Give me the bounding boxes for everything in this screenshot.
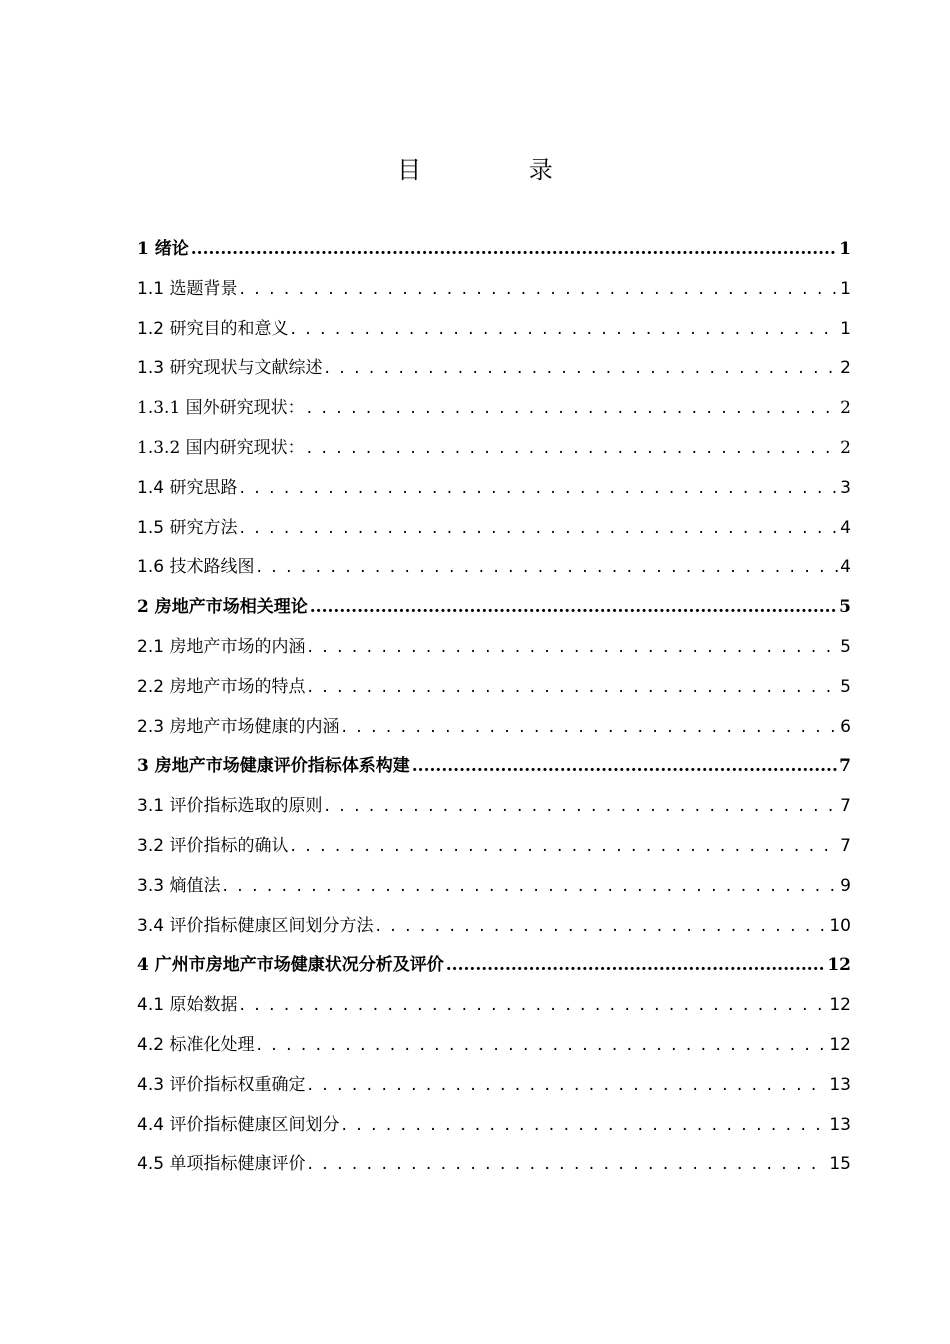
toc-entry[interactable] xyxy=(137,1106,851,1146)
toc-entry[interactable] xyxy=(137,708,851,748)
dot-leader xyxy=(307,429,839,469)
toc-entry-label: 1.2 研究目的和意义 xyxy=(137,318,289,339)
toc-entry[interactable] xyxy=(137,827,851,867)
dot-leader xyxy=(341,708,838,748)
toc-entry-page-number: 13 xyxy=(829,1074,851,1095)
toc-entry[interactable] xyxy=(137,1066,851,1106)
toc-entry-label: 4.4 评价指标健康区间划分 xyxy=(137,1114,340,1135)
dot-leader xyxy=(310,588,837,628)
toc-entry-label: 3.1 评价指标选取的原则 xyxy=(137,796,323,817)
toc-entry[interactable] xyxy=(137,1026,851,1066)
dot-leader xyxy=(307,389,839,429)
toc-entry-label: 1.3.1 国外研究现状： xyxy=(137,398,305,419)
toc-entry-label: 4 广州市房地产市场健康状况分析及评价 xyxy=(137,955,444,976)
dot-leader xyxy=(324,787,838,827)
dot-leader xyxy=(412,747,837,787)
toc-entry-page-number: 4 xyxy=(840,517,851,538)
toc-entry-label: 4.3 评价指标权重确定 xyxy=(137,1074,306,1095)
dot-leader xyxy=(191,230,837,270)
dot-leader xyxy=(307,628,838,668)
dot-leader xyxy=(341,1106,827,1146)
toc-entry-page-number: 2 xyxy=(840,437,851,458)
toc-entry-page-number: 15 xyxy=(829,1154,851,1175)
toc-entry-label: 1 绪论 xyxy=(137,239,189,259)
toc-entry-label: 2.2 房地产市场的特点 xyxy=(137,676,306,697)
toc-entry-page-number: 3 xyxy=(840,477,851,498)
toc-title: 目 录 xyxy=(397,156,603,184)
toc-entry-label: 1.4 研究思路 xyxy=(137,477,238,498)
toc-entry-label: 1.5 研究方法 xyxy=(137,517,238,538)
toc-entry-page-number: 2 xyxy=(840,358,851,379)
toc-entry-label: 1.6 技术路线图 xyxy=(137,557,255,578)
dot-leader xyxy=(324,349,838,389)
dot-leader xyxy=(256,548,838,588)
toc-entry[interactable] xyxy=(137,429,851,469)
toc-entry-label: 3.3 熵值法 xyxy=(137,875,221,896)
toc-entry[interactable] xyxy=(137,588,851,628)
toc-entry[interactable] xyxy=(137,230,851,270)
dot-leader xyxy=(256,1026,827,1066)
toc-entry[interactable] xyxy=(137,787,851,827)
toc-entry-page-number: 1 xyxy=(840,318,851,339)
toc-entry-label: 4.2 标准化处理 xyxy=(137,1034,255,1055)
dot-leader xyxy=(307,1066,827,1106)
toc-entry[interactable] xyxy=(137,509,851,549)
toc-entry-label: 3.4 评价指标健康区间划分方法 xyxy=(137,915,374,936)
toc-entry-page-number: 7 xyxy=(839,756,851,777)
toc-entry-page-number: 1 xyxy=(839,239,851,259)
toc-entry[interactable] xyxy=(137,747,851,787)
toc-entry-page-number: 7 xyxy=(840,835,851,856)
toc-entry-page-number: 12 xyxy=(829,1034,851,1055)
toc-entry-label: 2 房地产市场相关理论 xyxy=(137,597,308,618)
dot-leader xyxy=(222,867,838,907)
table-of-contents xyxy=(137,230,851,1185)
toc-entry[interactable] xyxy=(137,867,851,907)
toc-entry-page-number: 9 xyxy=(840,875,851,896)
toc-entry-page-number: 13 xyxy=(829,1114,851,1135)
dot-leader xyxy=(307,668,838,708)
toc-entry[interactable] xyxy=(137,469,851,509)
toc-entry-label: 2.1 房地产市场的内涵 xyxy=(137,636,306,657)
toc-entry[interactable] xyxy=(137,907,851,947)
toc-entry-page-number: 1 xyxy=(840,278,851,299)
toc-entry[interactable] xyxy=(137,310,851,350)
dot-leader xyxy=(239,469,838,509)
toc-entry-page-number: 7 xyxy=(840,796,851,817)
toc-entry[interactable] xyxy=(137,986,851,1026)
toc-entry[interactable] xyxy=(137,668,851,708)
dot-leader xyxy=(375,907,827,947)
toc-entry[interactable] xyxy=(137,1145,851,1185)
toc-entry-page-number: 12 xyxy=(827,955,851,976)
toc-entry-page-number: 4 xyxy=(840,557,851,578)
dot-leader xyxy=(239,509,838,549)
toc-entry[interactable] xyxy=(137,349,851,389)
toc-entry[interactable] xyxy=(137,628,851,668)
dot-leader xyxy=(446,946,826,986)
toc-entry-page-number: 10 xyxy=(829,915,851,936)
toc-entry[interactable] xyxy=(137,389,851,429)
toc-entry-label: 4.1 原始数据 xyxy=(137,995,238,1016)
toc-entry[interactable] xyxy=(137,270,851,310)
toc-entry-page-number: 6 xyxy=(840,716,851,737)
toc-entry-page-number: 5 xyxy=(839,597,851,618)
toc-entry-page-number: 5 xyxy=(840,636,851,657)
toc-entry-label: 4.5 单项指标健康评价 xyxy=(137,1154,306,1175)
toc-entry-page-number: 2 xyxy=(840,398,851,419)
toc-entry-label: 1.3.2 国内研究现状： xyxy=(137,437,305,458)
toc-entry[interactable] xyxy=(137,548,851,588)
toc-entry-label: 3.2 评价指标的确认 xyxy=(137,835,289,856)
toc-entry-label: 2.3 房地产市场健康的内涵 xyxy=(137,716,340,737)
dot-leader xyxy=(290,310,838,350)
dot-leader xyxy=(239,986,827,1026)
toc-entry-label: 1.1 选题背景 xyxy=(137,278,238,299)
dot-leader xyxy=(307,1145,827,1185)
dot-leader xyxy=(290,827,838,867)
dot-leader xyxy=(239,270,838,310)
toc-entry-page-number: 5 xyxy=(840,676,851,697)
toc-entry[interactable] xyxy=(137,946,851,986)
toc-entry-page-number: 12 xyxy=(829,995,851,1016)
toc-entry-label: 1.3 研究现状与文献综述 xyxy=(137,358,323,379)
toc-entry-label: 3 房地产市场健康评价指标体系构建 xyxy=(137,756,410,777)
